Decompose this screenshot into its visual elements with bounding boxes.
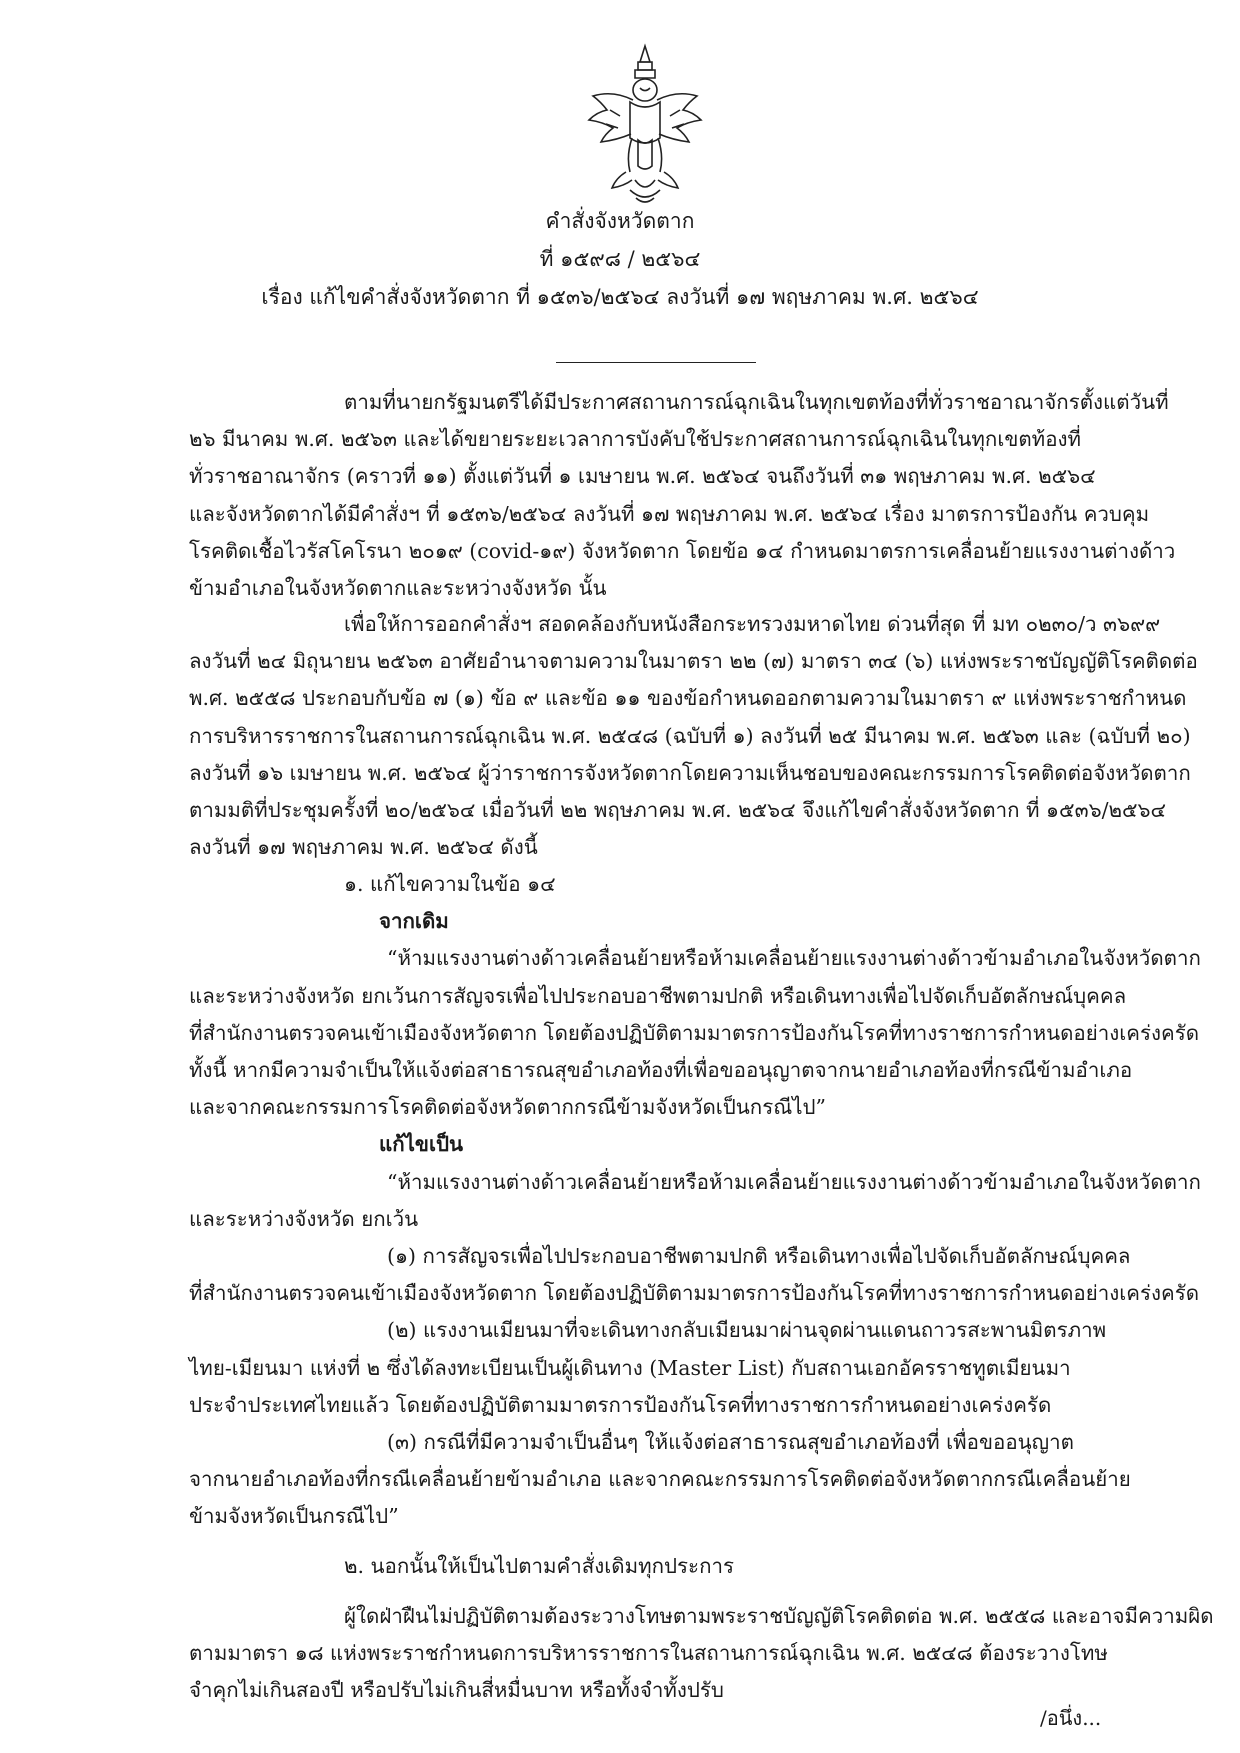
text-line: ลงวันที่ ๒๔ มิถุนายน ๒๕๖๓ อาศัยอำนาจตามความในมาตรา ๒๒ (๗) มาตรา ๓๔ (๖) แห่งพระราชบัญญัติโรคติดต่อ — [189, 649, 1198, 674]
text-line: ทั่วราชอาณาจักร (คราวที่ ๑๑) ตั้งแต่วันที่ ๑ เมษายน พ.ศ. ๒๕๖๔ จนถึงวันที่ ๓๑ พฤษภาคม พ.ศ. ๒๕๖๔ — [189, 464, 1096, 489]
text-line: (๑) การสัญจรเพื่อไปประกอบอาชีพตามปกติ หรือเดินทางเพื่อไปจัดเก็บอัตลักษณ์บุคคล — [387, 1244, 1131, 1269]
divider-line — [556, 362, 756, 363]
text-line: ตามมติที่ประชุมครั้งที่ ๒๐/๒๕๖๔ เมื่อวันที่ ๒๒ พฤษภาคม พ.ศ. ๒๕๖๔ จึงแก้ไขคำสั่งจังหวัดตาก ที่ ๑๕๓๖/๒๕๖๔ — [189, 798, 1167, 823]
paragraph-authority — [189, 606, 1198, 866]
text-line: ผู้ใดฝ่าฝืนไม่ปฏิบัติตามต้องระวางโทษตามพระราชบัญญัติโรคติดต่อ พ.ศ. ๒๕๕๘ และอาจมีความผิด — [344, 1604, 1214, 1628]
text-line: การบริหารราชการในสถานการณ์ฉุกเฉิน พ.ศ. ๒๕๔๘ (ฉบับที่ ๑) ลงวันที่ ๒๕ มีนาคม พ.ศ. ๒๕๖๓ และ (ฉบับที่ ๒๐) — [189, 723, 1191, 748]
paragraph-preamble — [189, 384, 1176, 607]
text-line: “ห้ามแรงงานต่างด้าวเคลื่อนย้ายหรือห้ามเคลื่อนย้ายแรงงานต่างด้าวข้ามอำเภอในจังหวัดตาก — [387, 1169, 1201, 1194]
text-line: และระหว่างจังหวัด ยกเว้นการสัญจรเพื่อไปประกอบอาชีพตามปกติ หรือเดินทางเพื่อไปจัดเก็บอัตลักษณ์บุคคล — [189, 983, 1127, 1008]
continuation-marker: /อนึ่ง... — [1040, 1706, 1102, 1730]
text-line: โรคติดเชื้อไวรัสโคโรนา ๒๐๑๙ (covid-๑๙) จังหวัดตาก โดยข้อ ๑๔ กำหนดมาตรการเคลื่อนย้ายแรงงานต่างด้าว — [189, 538, 1176, 563]
text-line: และจากคณะกรรมการโรคติดต่อจังหวัดตากกรณีข้ามจังหวัดเป็นกรณีไป” — [189, 1095, 827, 1120]
text-line: ลงวันที่ ๑๗ พฤษภาคม พ.ศ. ๒๕๖๔ ดังนี้ — [189, 835, 538, 860]
order-title: คำสั่งจังหวัดตาก — [545, 209, 695, 233]
text-line: ข้ามอำเภอในจังหวัดตากและระหว่างจังหวัด นั้น — [189, 576, 607, 601]
text-line: ประจำประเทศไทยแล้ว โดยต้องปฏิบัติตามมาตรการป้องกันโรคที่ทางราชการกำหนดอย่างเคร่งครัด — [189, 1392, 1052, 1417]
text-line: ลงวันที่ ๑๖ เมษายน พ.ศ. ๒๕๖๔ ผู้ว่าราชการจังหวัดตากโดยความเห็นชอบของคณะกรรมการโรคติดต่อจังหวัดตาก — [189, 760, 1191, 785]
item-1-heading: ๑. แก้ไขความในข้อ ๑๔ — [344, 872, 556, 896]
garuda-emblem-icon — [580, 40, 710, 210]
item-2-section — [189, 1548, 1109, 1585]
order-subject: เรื่อง แก้ไขคำสั่งจังหวัดตาก ที่ ๑๕๓๖/๒๕๖๔ ลงวันที่ ๑๗ พฤษภาคม พ.ศ. ๒๕๖๔ — [261, 285, 979, 309]
text-line: และระหว่างจังหวัด ยกเว้น — [189, 1206, 419, 1231]
text-line: ๒๖ มีนาคม พ.ศ. ๒๕๖๓ และได้ขยายระยะเวลาการบังคับใช้ประกาศสถานการณ์ฉุกเฉินในทุกเขตท้องที่ — [189, 427, 1082, 452]
text-line: ตามที่นายกรัฐมนตรีได้มีประกาศสถานการณ์ฉุกเฉินในทุกเขตท้องที่ทั่วราชอาณาจักรตั้งแต่วันที่ — [344, 390, 1169, 414]
text-line: และจังหวัดตากได้มีคำสั่งฯ ที่ ๑๕๓๖/๒๕๖๔ ลงวันที่ ๑๗ พฤษภาคม พ.ศ. ๒๕๖๔ เรื่อง มาตรการป้องกัน ควบคุม — [189, 501, 1150, 526]
text-line: พ.ศ. ๒๕๕๘ ประกอบกับข้อ ๗ (๑) ข้อ ๙ และข้อ ๑๑ ของข้อกำหนดออกตามความในมาตรา ๙ แห่งพระราชกำหนด — [189, 686, 1187, 711]
text-line: จากนายอำเภอท้องที่กรณีเคลื่อนย้ายข้ามอำเภอ และจากคณะกรรมการโรคติดต่อจังหวัดตากกรณีเคลื่อนย้าย — [189, 1467, 1131, 1492]
text-line: ตามมาตรา ๑๘ แห่งพระราชกำหนดการบริหารราชการในสถานการณ์ฉุกเฉิน พ.ศ. ๒๕๔๘ ต้องระวางโทษ — [189, 1641, 1108, 1666]
order-number: ที่ ๑๕๙๘ / ๒๕๖๔ — [539, 247, 701, 271]
text-line: ไทย-เมียนมา แห่งที่ ๒ ซึ่งได้ลงทะเบียนเป็นผู้เดินทาง (Master List) กับสถานเอกอัครราชทูตเมียนมา — [189, 1355, 1071, 1380]
text-line: “ห้ามแรงงานต่างด้าวเคลื่อนย้ายหรือห้ามเคลื่อนย้ายแรงงานต่างด้าวข้ามอำเภอในจังหวัดตาก — [387, 946, 1201, 971]
item-2-heading: ๒. นอกนั้นให้เป็นไปตามคำสั่งเดิมทุกประการ — [344, 1554, 735, 1578]
text-line: เพื่อให้การออกคำสั่งฯ สอดคล้องกับหนังสือกระทรวงมหาดไทย ด่วนที่สุด ที่ มท ๐๒๓๐/ว ๓๖๙๙ — [344, 612, 1161, 636]
text-line: ที่สำนักงานตรวจคนเข้าเมืองจังหวัดตาก โดยต้องปฏิบัติตามมาตรการป้องกันโรคที่ทางราชการกำหนดอย่างเคร่งครัด — [189, 1281, 1200, 1306]
paragraph-penalty — [189, 1598, 1214, 1710]
text-line: ข้ามจังหวัดเป็นกรณีไป” — [189, 1504, 399, 1529]
text-line: ที่สำนักงานตรวจคนเข้าเมืองจังหวัดตาก โดยต้องปฏิบัติตามมาตรการป้องกันโรคที่ทางราชการกำหนดอย่างเคร่งครัด — [189, 1020, 1200, 1045]
text-line: (๒) แรงงานเมียนมาที่จะเดินทางกลับเมียนมาผ่านจุดผ่านแดนถาวรสะพานมิตรภาพ — [387, 1318, 1107, 1343]
item-1-section — [189, 866, 1201, 1536]
text-line: (๓) กรณีที่มีความจำเป็นอื่นๆ ให้แจ้งต่อสาธารณสุขอำเภอท้องที่ เพื่อขออนุญาต — [387, 1430, 1074, 1455]
text-line: ทั้งนี้ หากมีความจำเป็นให้แจ้งต่อสาธารณสุขอำเภอท้องที่เพื่อขออนุญาตจากนายอำเภอท้องที่กรณีข้ามอำเภอ — [189, 1058, 1133, 1083]
from-label: จากเดิม — [379, 909, 449, 934]
text-line: จำคุกไม่เกินสองปี หรือปรับไม่เกินสี่หมื่นบาท หรือทั้งจำทั้งปรับ — [189, 1678, 724, 1703]
to-label: แก้ไขเป็น — [379, 1132, 463, 1157]
